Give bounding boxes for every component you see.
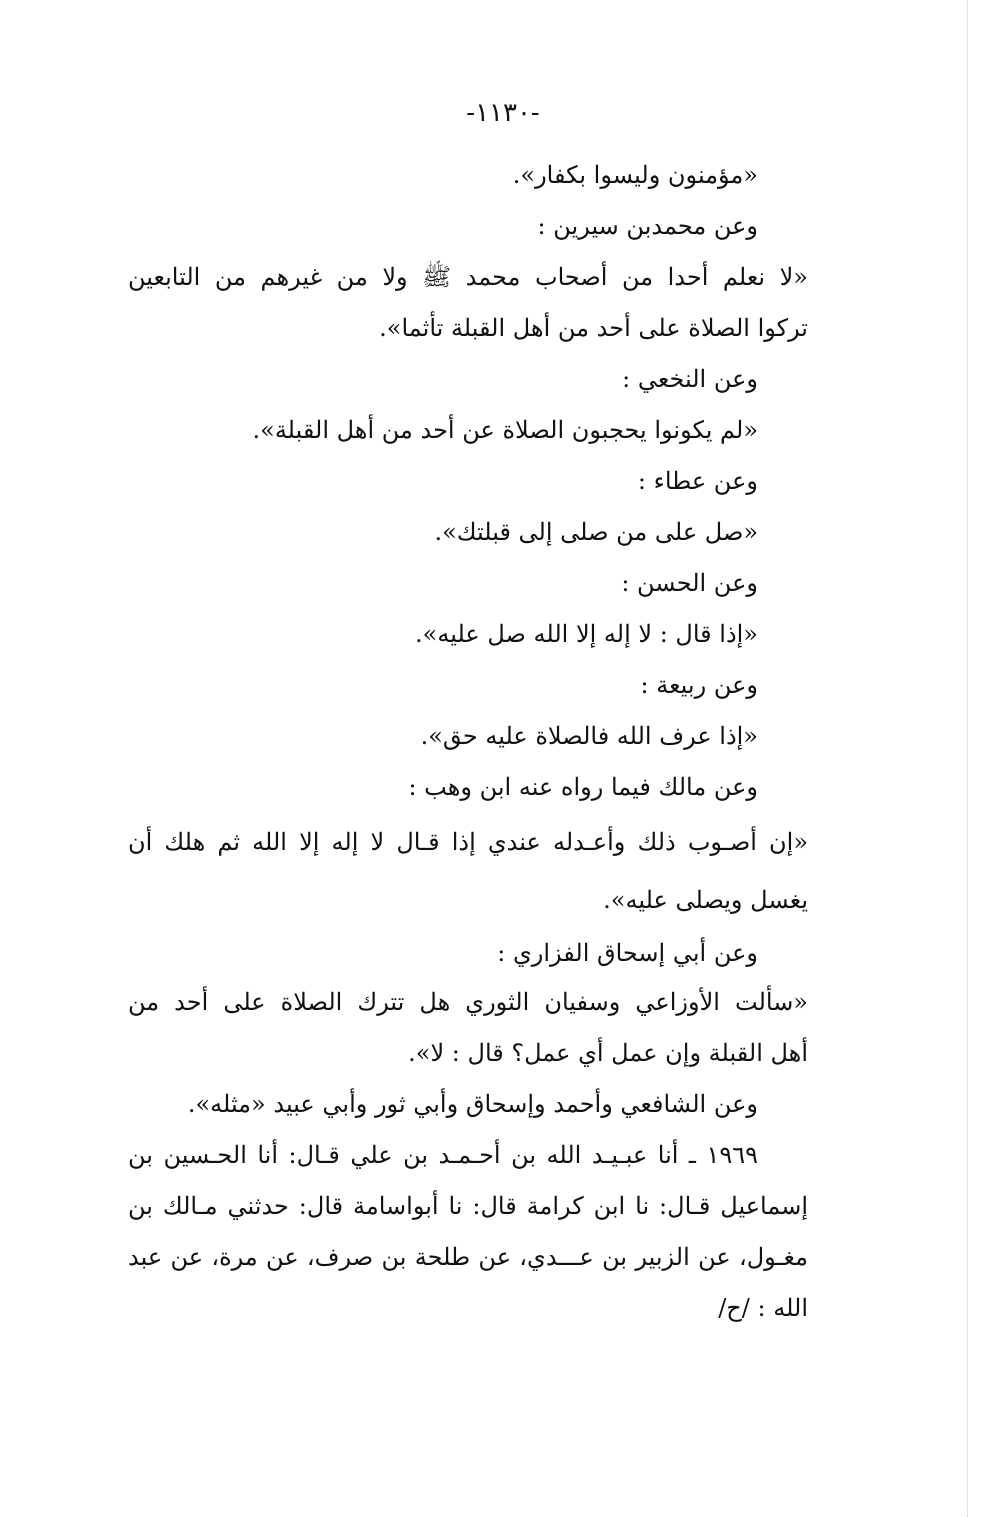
text-line: أهل القبلة وإن عمل أي عمل؟ قال : لا». (408, 1039, 808, 1067)
page-number: -١١٣٠- (466, 98, 540, 128)
text-line: وعن النخعي : (622, 365, 758, 393)
text-line: إسماعيل قـال: نا ابن كرامة قال: نا أبواسامة قال: حدثني مـالك بن (128, 1192, 808, 1220)
scan-edge (967, 0, 1006, 1517)
text-line: الله : /ح/ (718, 1294, 808, 1322)
text-line: «سألت الأوزاعي وسفيان الثوري هل تترك الصلاة على أحد من (128, 988, 808, 1016)
text-line: وعن عطاء : (637, 467, 758, 495)
text-line: تركوا الصلاة على أحد من أهل القبلة تأثما». (379, 314, 808, 342)
text-line: يغسل ويصلى عليه». (603, 886, 808, 914)
text-line: «لم يكونوا يحجبون الصلاة عن أحد من أهل القبلة». (252, 416, 758, 444)
text-line: وعن الشافعي وأحمد وإسحاق وأبي ثور وأبي عبيد «مثله». (187, 1090, 758, 1118)
text-line: وعن أبي إسحاق الفزاري : (497, 939, 758, 967)
body-text (128, 150, 808, 1334)
text-line: «لا نعلم أحدا من أصحاب محمد ﷺ ولا من غيرهم من التابعين (128, 263, 808, 291)
text-line: «إن أصـوب ذلك وأعـدله عندي إذا قـال لا إله إلا الله ثم هلك أن (128, 828, 808, 856)
text-line: وعن الحسن : (621, 569, 758, 597)
text-line: مغـول، عن الزبير بن عـــدي، عن طلحة بن صرف، عن مرة، عن عبد (128, 1243, 808, 1271)
text-line: «مؤمنون وليسوا بكفار». (512, 161, 758, 189)
text-line: وعن ربيعة : (640, 671, 758, 699)
text-line: وعن مالك فيما رواه عنه ابن وهب : (408, 773, 758, 801)
text-line: وعن محمدبن سيرين : (537, 212, 758, 240)
text-line: «إذا قال : لا إله إلا الله صل عليه». (415, 620, 758, 648)
text-line: «صل على من صلى إلى قبلتك». (434, 518, 758, 546)
text-line: «إذا عرف الله فالصلاة عليه حق». (420, 722, 758, 750)
text-line: ١٩٦٩ ـ أنا عبـيـد الله بن أحـمـد بن علي قـال: أنا الحـسين بن (128, 1141, 758, 1169)
